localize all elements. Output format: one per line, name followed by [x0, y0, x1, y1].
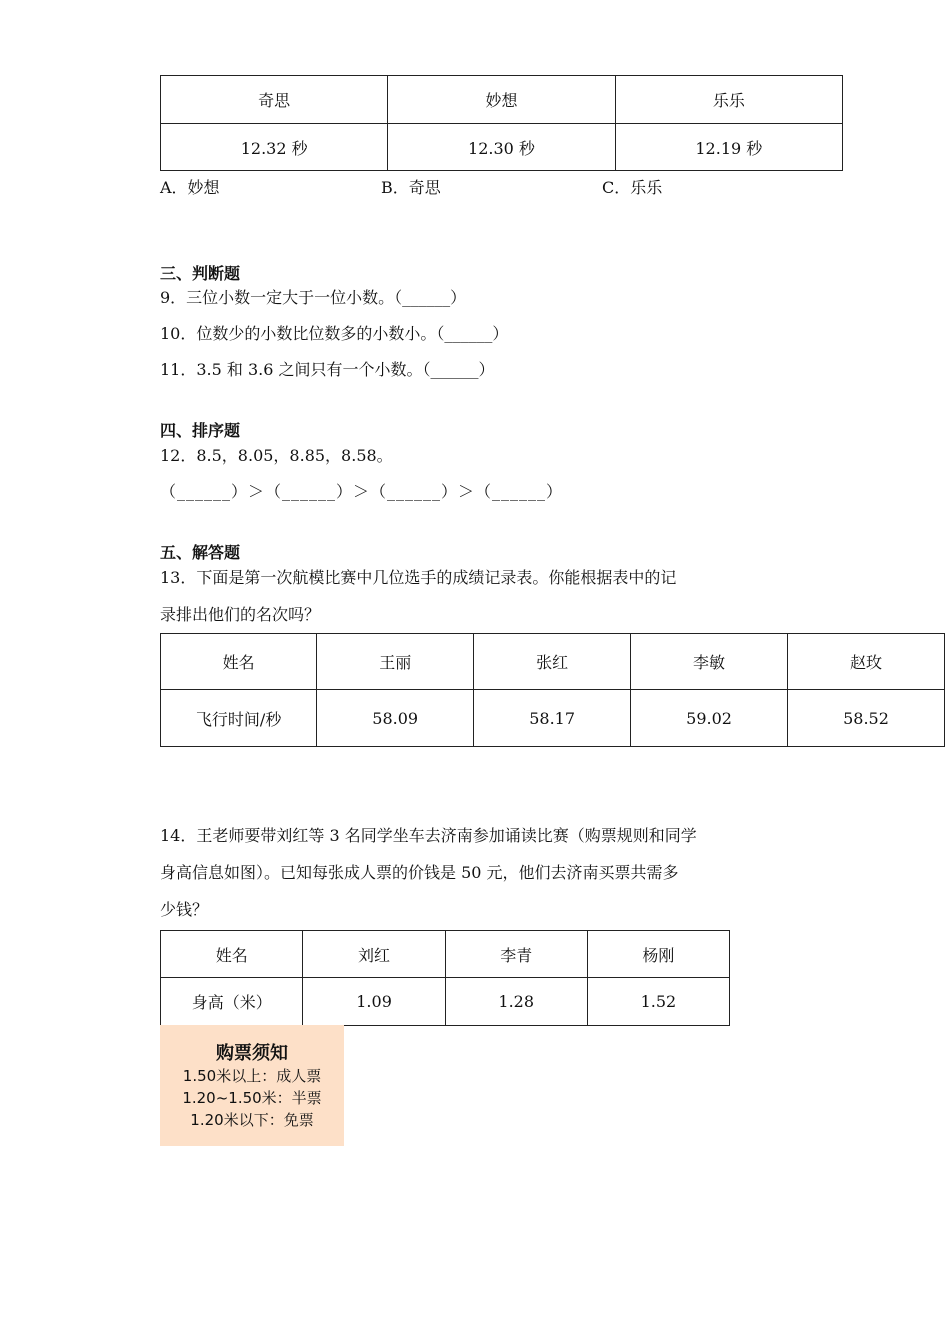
table-cell: 12.32 秒	[161, 124, 388, 171]
q13-table	[160, 633, 945, 747]
question-10: 10．位数少的小数比位数多的小数小。（______）	[160, 324, 509, 343]
section4-heading: 四、排序题	[160, 421, 241, 440]
question-11: 11．3.5 和 3.6 之间只有一个小数。（______）	[160, 360, 495, 379]
table-header-cell: 刘红	[303, 931, 445, 978]
table-header-cell: 奇思	[161, 76, 388, 124]
table-header-cell: 张红	[474, 634, 631, 690]
table-cell: 身高（米）	[161, 978, 303, 1026]
table-cell: 12.19 秒	[615, 124, 842, 171]
question-14-line3: 少钱？	[160, 900, 209, 919]
section3-heading: 三、判断题	[160, 264, 241, 283]
table-cell: 1.52	[587, 978, 729, 1026]
table-header-cell: 赵玫	[788, 634, 945, 690]
table-header-cell: 姓名	[161, 634, 317, 690]
option-a: A．妙想	[160, 178, 220, 197]
q14-table	[160, 930, 730, 1026]
table-header-cell: 李青	[445, 931, 587, 978]
ticket-rule: 1.20~1.50米：半票	[182, 1089, 322, 1107]
question-13-line2: 录排出他们的名次吗？	[160, 605, 321, 624]
ticket-notice-title: 购票须知	[216, 1043, 288, 1064]
section5-heading: 五、解答题	[160, 543, 241, 562]
q8-table	[160, 75, 843, 171]
table-cell: 59.02	[631, 690, 788, 747]
option-b: B．奇思	[381, 178, 441, 197]
table-cell: 1.28	[445, 978, 587, 1026]
table-cell: 58.52	[788, 690, 945, 747]
question-14-line2: 身高信息如图）。已知每张成人票的价钱是 50 元，他们去济南买票共需多	[160, 863, 679, 882]
ticket-notice	[160, 1025, 344, 1146]
question-12: 12．8.5，8.05，8.85，8.58。	[160, 446, 393, 465]
question-12-answer-line: （______）＞（______）＞（______）＞（______）	[160, 482, 564, 501]
ticket-rule: 1.50米以上：成人票	[182, 1067, 322, 1085]
table-header-cell: 姓名	[161, 931, 303, 978]
table-cell: 1.09	[303, 978, 445, 1026]
table-cell: 12.30 秒	[388, 124, 615, 171]
question-14-line1: 14．王老师要带刘红等 3 名同学坐车去济南参加诵读比赛（购票规则和同学	[160, 826, 697, 845]
option-c: C．乐乐	[602, 178, 663, 197]
question-13-line1: 13．下面是第一次航模比赛中几位选手的成绩记录表。你能根据表中的记	[160, 568, 677, 587]
table-header-cell: 杨刚	[587, 931, 729, 978]
ticket-rule: 1.20米以下：免票	[190, 1111, 314, 1129]
table-header-cell: 妙想	[388, 76, 615, 124]
table-header-cell: 王丽	[317, 634, 474, 690]
question-9: 9．三位小数一定大于一位小数。（______）	[160, 288, 467, 307]
table-header-cell: 乐乐	[615, 76, 842, 124]
table-header-cell: 李敏	[631, 634, 788, 690]
table-cell: 飞行时间/秒	[161, 690, 317, 747]
table-cell: 58.17	[474, 690, 631, 747]
table-cell: 58.09	[317, 690, 474, 747]
